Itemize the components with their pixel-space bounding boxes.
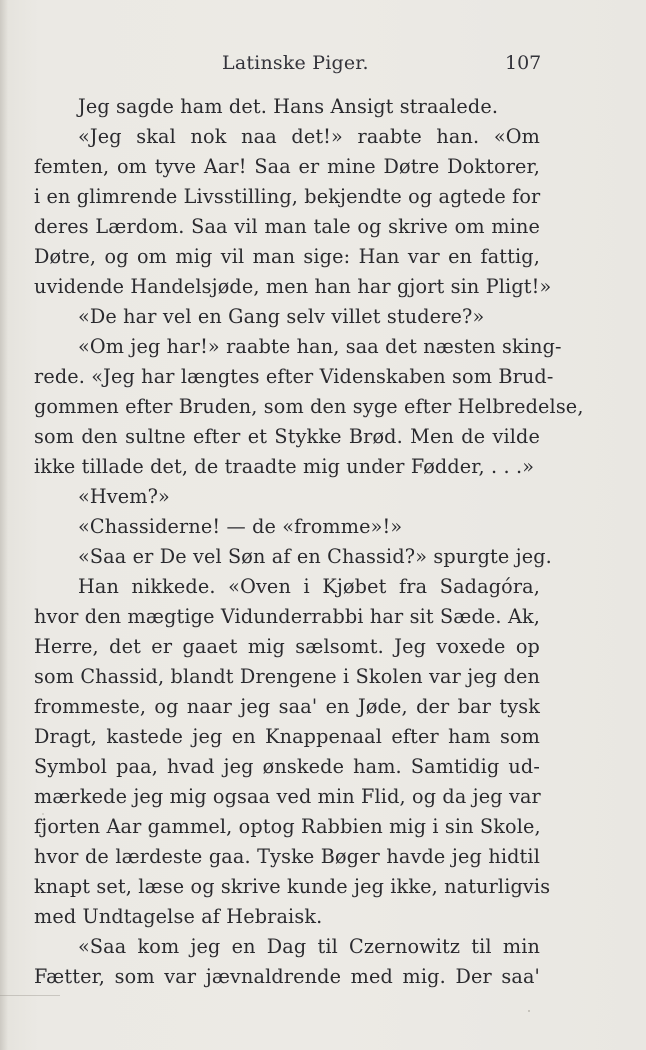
paper-speck [528,1010,530,1012]
text-line: Dragt, kastede jeg en Knappenaal efter ham som [34,725,540,748]
text-line: rede. «Jeg har længtes efter Videnskaben som Brud- [34,365,554,388]
text-line: «De har vel en Gang selv villet studere?» [78,305,485,328]
text-line: hvor den mægtige Vidunderrabbi har sit Sæde. Ak, [34,605,540,628]
paper-speck [42,813,44,815]
text-line: Fætter, som var jævnaldrende med mig. Der saa' [34,965,540,988]
text-line: «Jeg skal nok naa det!» raabte han. «Om [78,125,540,148]
text-line: «Chassiderne! — de «fromme»!» [78,515,403,538]
text-line: Herre, det er gaaet mig sælsomt. Jeg voxede op [34,635,540,658]
text-line: uvidende Handelsjøde, men han har gjort sin Pligt!» [34,275,552,298]
text-line: med Undtagelse af Hebraisk. [34,905,323,928]
paper-edge-mark [0,995,60,996]
page-number: 107 [505,52,542,74]
body-text [34,92,584,992]
running-title: Latinske Piger. [222,52,369,74]
text-line: «Saa er De vel Søn af en Chassid?» spurgte jeg. [78,545,552,568]
text-line: deres Lærdom. Saa vil man tale og skrive om mine [34,215,540,238]
text-line: fjorten Aar gammel, optog Rabbien mig i sin Skole, [34,815,541,838]
text-line: som Chassid, blandt Drengene i Skolen var jeg den [34,665,540,688]
text-line: mærkede jeg mig ogsaa ved min Flid, og da jeg var [34,785,541,808]
text-line: Jeg sagde ham det. Hans Ansigt straalede. [78,95,499,118]
text-line: Han nikkede. «Oven i Kjøbet fra Sadagóra, [78,575,540,598]
text-line: «Hvem?» [78,485,170,508]
page-header [0,52,646,82]
text-line: Døtre, og om mig vil man sige: Han var en fattig, [34,245,540,268]
text-line: knapt set, læse og skrive kunde jeg ikke, naturligvis [34,875,551,898]
text-line: ikke tillade det, de traadte mig under Fødder, . . .» [34,455,535,478]
text-line: i en glimrende Livsstilling, bekjendte og agtede for [34,185,541,208]
text-line: frommeste, og naar jeg saa' en Jøde, der bar tysk [34,695,540,718]
text-line: Symbol paa, hvad jeg ønskede ham. Samtidig ud- [34,755,540,778]
text-line: gommen efter Bruden, som den syge efter Helbredelse, [34,395,584,418]
text-line: hvor de lærdeste gaa. Tyske Bøger havde jeg hidtil [34,845,540,868]
text-line: «Saa kom jeg en Dag til Czernowitz til min [78,935,540,958]
text-line: femten, om tyve Aar! Saa er mine Døtre Doktorer, [34,155,540,178]
text-line: som den sultne efter et Stykke Brød. Men de vilde [34,425,540,448]
page-edge-shadow [0,0,8,1050]
text-line: «Om jeg har!» raabte han, saa det næsten sking- [78,335,562,358]
